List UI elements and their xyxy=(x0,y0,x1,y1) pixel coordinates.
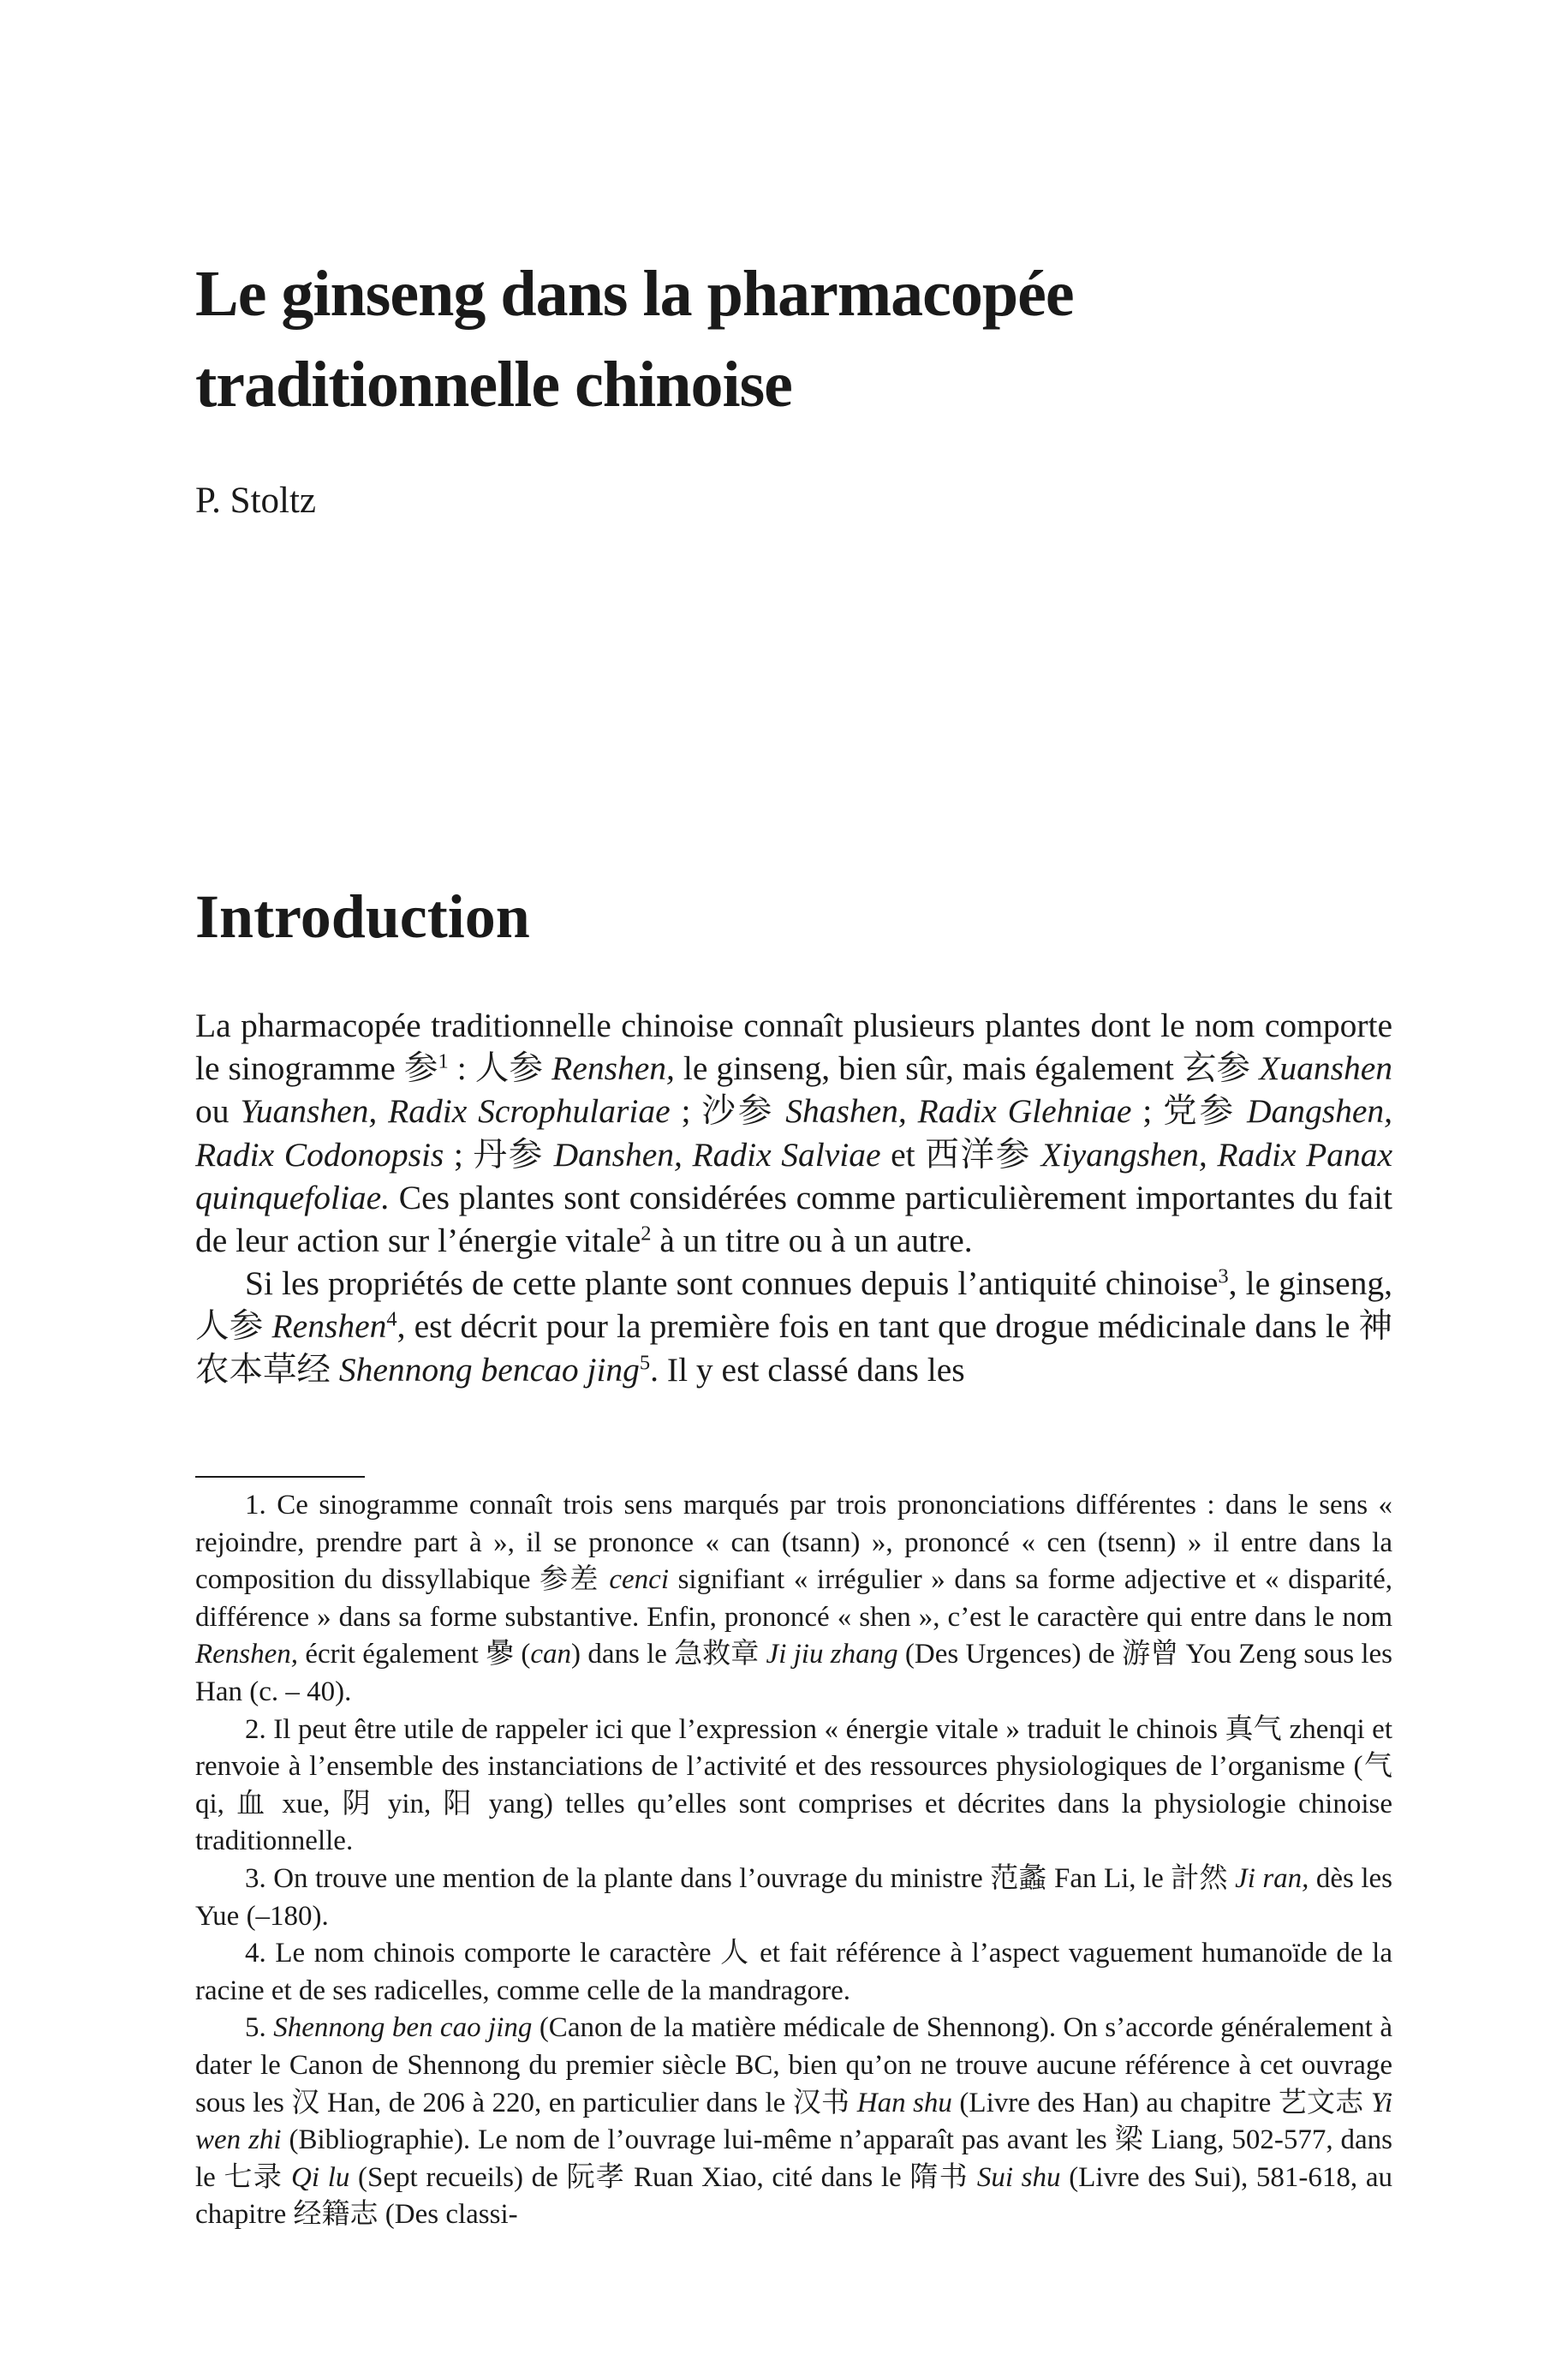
article-title xyxy=(195,248,1394,430)
footnote-2: 2. Il peut être utile de rappeler ici que l’expression « énergie vitale » traduit le chinois 真气 zhenqi et renvoie à l’ensemble des instanciations de l’activité et des ressources physiologiques de l’organisme (气 qi, 血 xue, 阴 yin, 阳 yang) telles qu’elles sont comprises et décrites dans la physiologie chinoise traditionnelle. xyxy=(195,1713,1392,1857)
footnote-ref-2[interactable]: 2 xyxy=(641,1222,652,1246)
footnote-1: 1. Ce sinogramme connaît trois sens marqués par trois prononciations différentes : dans le sens « rejoindre, prendre part à », il se prononce « can (tsann) », prononcé « cen (tsenn) » il entre dans la composition du dissyllabique 参差 cenci signifiant « irrégulier » dans sa forme adjective et « disparité, différence » dans sa forme substantive. Enfin, prononcé « shen », c’est le caractère qui entre dans le nom Renshen, écrit également 曑 (can) dans le 急救章 Ji jiu zhang (Des Urgences) de 游曾 You Zeng sous les Han (c. – 40). xyxy=(195,1490,1393,1707)
article-title-line-2: traditionnelle chinoise xyxy=(195,349,792,421)
body-paragraph-2: Si les propriétés de cette plante sont connues depuis l’antiquité chinoise$^3$, le ginseng, 人参 Renshen$^4$, est décrit pour la première fois en tant que drogue médicinale dans le 神农本草经 Shennong bencao jing$^5$. Il y est classé dans les xyxy=(195,1264,1392,1389)
footnote-ref-1[interactable]: 1 xyxy=(438,1049,449,1073)
section-heading: Introduction xyxy=(195,882,530,951)
footnote-3: 3. On trouve une mention de la plante dans l’ouvrage du ministre 范蠡 Fan Li, le 計然 Ji ran, dès les Yue (–180). xyxy=(195,1862,1392,1932)
footnote-ref-3[interactable]: 3 xyxy=(1218,1264,1229,1288)
footnotes xyxy=(195,1487,1392,2234)
footnote-divider xyxy=(195,1476,365,1478)
body-text xyxy=(195,1004,1392,1391)
footnote-ref-4[interactable]: 4 xyxy=(386,1307,397,1331)
footnote-ref-5[interactable]: 5 xyxy=(639,1351,651,1375)
article-title-line-1: Le ginseng dans la pharmacopée xyxy=(195,258,1074,330)
footnote-4: 4. Le nom chinois comporte le caractère 人 et fait référence à l’aspect vaguement humanoïde de la racine et de ses radicelles, comme celle de la mandragore. xyxy=(195,1938,1392,2006)
author-name: P. Stoltz xyxy=(195,481,316,521)
body-paragraph-1: La pharmacopée traditionnelle chinoise connaît plusieurs plantes dont le nom comporte le sinogramme 参$^1$ : 人参 Renshen, le ginseng, bien sûr, mais également 玄参 Xuanshen ou Yuanshen, Radix Scrophulariae ; 沙参 Shashen, Radix Glehniae ; 党参 Dangshen, Radix Codonopsis ; 丹参 Danshen, Radix Salviae et 西洋参 Xiyangshen, Radix Panax quinquefoliae. Ces plantes sont considérées comme particulièrement importantes du fait de leur action sur l’énergie vitale$^2$ à un titre ou à un autre. xyxy=(195,1007,1393,1260)
footnote-5: 5. Shennong ben cao jing (Canon de la matière médicale de Shennong). On s’accorde généralement à dater le Canon de Shennong du premier siècle BC, bien qu’on ne trouve aucune référence à cet ouvrage sous les 汉 Han, de 206 à 220, en particulier dans le 汉书 Han shu (Livre des Han) au chapitre 艺文志 Yi wen zhi (Bibliographie). Le nom de l’ouvrage lui-même n’apparaît pas avant les 梁 Liang, 502-577, dans le 七录 Qi lu (Sept recueils) de 阮孝 Ruan Xiao, cité dans le 隋书 Sui shu (Livre des Sui), 581-618, au chapitre 经籍志 (Des classi- xyxy=(195,2012,1392,2231)
